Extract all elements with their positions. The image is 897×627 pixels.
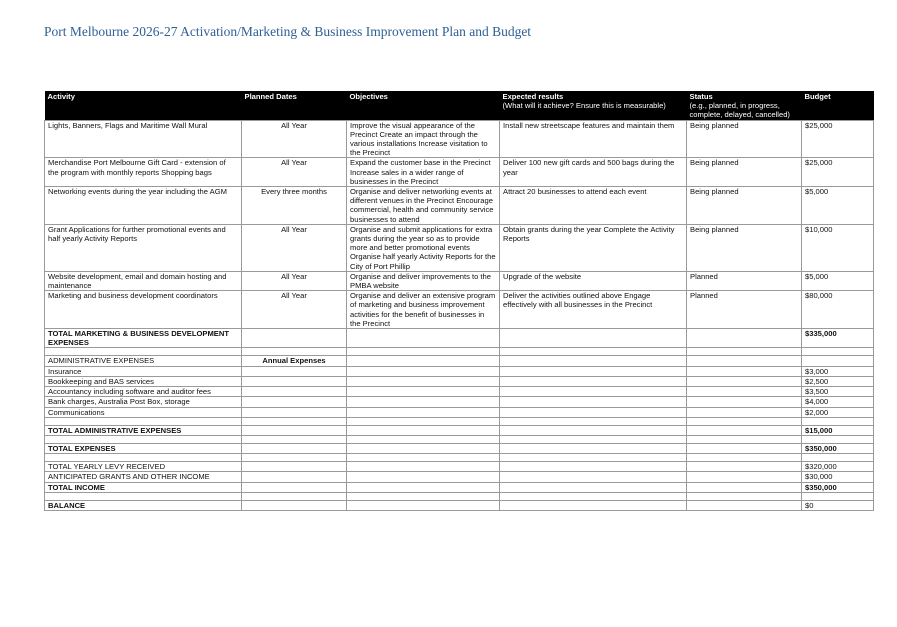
objectives-cell: Organise and deliver improvements to the PMBA website xyxy=(347,271,500,290)
header-expected-results-label: Expected results xyxy=(502,92,564,101)
budget-cell: $80,000 xyxy=(802,291,874,329)
admin-item-budget: $4,000 xyxy=(802,397,874,407)
admin-item-budget: $2,000 xyxy=(802,407,874,417)
admin-item-label: Insurance xyxy=(45,366,242,376)
spacer-row xyxy=(45,348,874,356)
spacer-row xyxy=(45,417,874,425)
header-status xyxy=(687,91,802,120)
header-status-sub: (e.g., planned, in progress, complete, delayed, cancelled) xyxy=(689,101,790,120)
header-objectives: Objectives xyxy=(347,91,500,120)
activity-cell: Website development, email and domain hosting and maintenance xyxy=(45,271,242,290)
dates-cell: All Year xyxy=(242,271,347,290)
admin-item-row xyxy=(45,376,874,386)
income-row xyxy=(45,462,874,472)
table-row xyxy=(45,120,874,158)
admin-item-row xyxy=(45,397,874,407)
balance-row xyxy=(45,500,874,510)
budget-cell: $10,000 xyxy=(802,224,874,271)
header-activity: Activity xyxy=(45,91,242,120)
activity-cell: Grant Applications for further promotional events and half yearly Activity Reports xyxy=(45,224,242,271)
income-row xyxy=(45,472,874,482)
results-cell: Install new streetscape features and maintain them xyxy=(500,120,687,158)
results-cell: Deliver the activities outlined above Engage effectively with all businesses in the Precinct xyxy=(500,291,687,329)
spacer-row xyxy=(45,492,874,500)
activity-cell: Marketing and business development coordinators xyxy=(45,291,242,329)
status-cell: Being planned xyxy=(687,158,802,187)
spacer-row xyxy=(45,454,874,462)
table-row xyxy=(45,271,874,290)
total-marketing-label: TOTAL MARKETING & BUSINESS DEVELOPMENT EXPENSES xyxy=(45,329,242,348)
admin-item-budget: $2,500 xyxy=(802,376,874,386)
admin-item-row xyxy=(45,366,874,376)
header-expected-results xyxy=(500,91,687,120)
results-cell: Deliver 100 new gift cards and 500 bags during the year xyxy=(500,158,687,187)
admin-item-label: Bank charges, Australia Post Box, storage xyxy=(45,397,242,407)
table-header-row xyxy=(45,91,874,120)
results-cell: Attract 20 businesses to attend each event xyxy=(500,187,687,225)
balance-budget: $0 xyxy=(802,500,874,510)
total-admin-row xyxy=(45,425,874,435)
document-title: Port Melbourne 2026-27 Activation/Marketing & Business Improvement Plan and Budget xyxy=(44,24,532,39)
total-marketing-budget: $335,000 xyxy=(802,329,874,348)
objectives-cell: Organise and deliver an extensive program of marketing and business improvement activities for the benefit of businesses in the Precinct xyxy=(347,291,500,329)
income-budget: $320,000 xyxy=(802,462,874,472)
income-label: ANTICIPATED GRANTS AND OTHER INCOME xyxy=(45,472,242,482)
activity-cell: Lights, Banners, Flags and Maritime Wall Mural xyxy=(45,120,242,158)
admin-item-row xyxy=(45,407,874,417)
admin-item-label: Communications xyxy=(45,407,242,417)
status-cell: Being planned xyxy=(687,120,802,158)
total-expenses-budget: $350,000 xyxy=(802,443,874,453)
total-admin-budget: $15,000 xyxy=(802,425,874,435)
admin-heading-row xyxy=(45,356,874,366)
balance-label: BALANCE xyxy=(45,500,242,510)
results-cell: Upgrade of the website xyxy=(500,271,687,290)
admin-item-label: Bookkeeping and BAS services xyxy=(45,376,242,386)
status-cell: Being planned xyxy=(687,187,802,225)
objectives-cell: Organise and deliver networking events at different venues in the Precinct Encourage commercial, health and community service businesses to attend xyxy=(347,187,500,225)
activity-cell: Merchandise Port Melbourne Gift Card - extension of the program with monthly reports Shopping bags xyxy=(45,158,242,187)
activity-cell: Networking events during the year including the AGM xyxy=(45,187,242,225)
dates-cell: All Year xyxy=(242,224,347,271)
admin-item-row xyxy=(45,387,874,397)
dates-cell: All Year xyxy=(242,291,347,329)
table-row xyxy=(45,224,874,271)
status-cell: Planned xyxy=(687,291,802,329)
budget-cell: $5,000 xyxy=(802,271,874,290)
table-row xyxy=(45,158,874,187)
spacer-row xyxy=(45,435,874,443)
objectives-cell: Organise and submit applications for extra grants during the year so as to provide more and better promotional events Organise half yearly Activity Reports for the City of Port Phillip xyxy=(347,224,500,271)
income-label: TOTAL YEARLY LEVY RECEIVED xyxy=(45,462,242,472)
admin-heading: ADMINISTRATIVE EXPENSES xyxy=(45,356,242,366)
dates-cell: Every three months xyxy=(242,187,347,225)
total-expenses-row xyxy=(45,443,874,453)
admin-item-budget: $3,500 xyxy=(802,387,874,397)
header-status-label: Status xyxy=(689,92,713,101)
header-expected-results-sub: (What will it achieve? Ensure this is measurable) xyxy=(502,101,666,111)
table-row xyxy=(45,187,874,225)
total-income-label: TOTAL INCOME xyxy=(45,482,242,492)
dates-cell: All Year xyxy=(242,158,347,187)
objectives-cell: Expand the customer base in the Precinct Increase sales in a wider range of businesses in the Precinct xyxy=(347,158,500,187)
budget-table xyxy=(44,91,874,511)
admin-item-label: Accountancy including software and auditor fees xyxy=(45,387,242,397)
total-admin-label: TOTAL ADMINISTRATIVE EXPENSES xyxy=(45,425,242,435)
objectives-cell: Improve the visual appearance of the Precinct Create an impact through the various installations Increase visitation to the Precinct xyxy=(347,120,500,158)
total-marketing-row xyxy=(45,329,874,348)
annual-expenses-label: Annual Expenses xyxy=(242,356,347,366)
header-planned-dates: Planned Dates xyxy=(242,91,347,120)
admin-item-budget: $3,000 xyxy=(802,366,874,376)
total-income-row xyxy=(45,482,874,492)
total-income-budget: $350,000 xyxy=(802,482,874,492)
budget-cell: $25,000 xyxy=(802,120,874,158)
status-cell: Planned xyxy=(687,271,802,290)
status-cell: Being planned xyxy=(687,224,802,271)
table-row xyxy=(45,291,874,329)
dates-cell: All Year xyxy=(242,120,347,158)
results-cell: Obtain grants during the year Complete the Activity Reports xyxy=(500,224,687,271)
budget-cell: $5,000 xyxy=(802,187,874,225)
budget-cell: $25,000 xyxy=(802,158,874,187)
total-expenses-label: TOTAL EXPENSES xyxy=(45,443,242,453)
income-budget: $30,000 xyxy=(802,472,874,482)
header-budget: Budget xyxy=(802,91,874,120)
